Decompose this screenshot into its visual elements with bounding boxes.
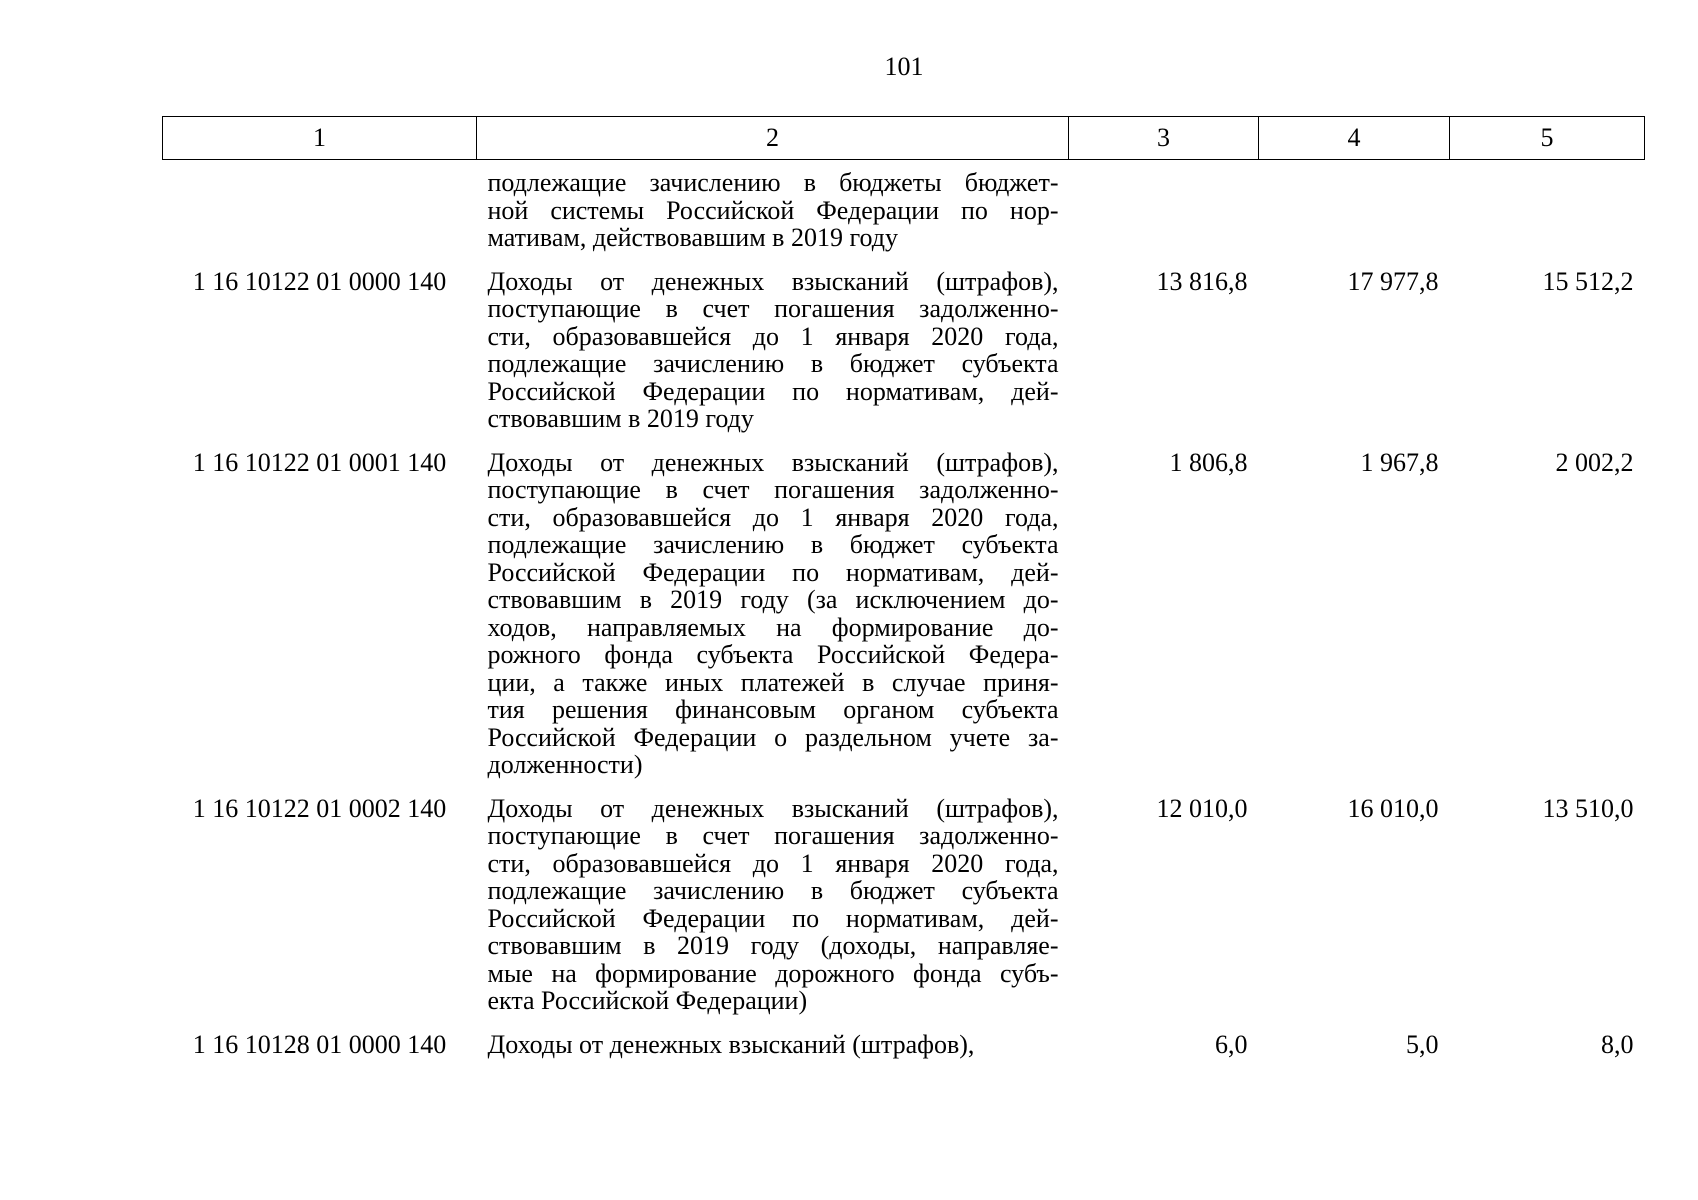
value-col5 (1450, 160, 1645, 268)
value-col3: 13 816,8 (1156, 266, 1248, 296)
description-line: подлежащие зачислению в бюджет субъекта (487, 530, 1059, 559)
description-line: Российской Федерации по нормативам, дей- (487, 376, 1059, 406)
header-row (163, 117, 1645, 160)
table-header (163, 117, 1645, 160)
description-line: Доходы от денежных взысканий (штрафов), (487, 447, 1059, 477)
description-line: ствовавшим в 2019 году (487, 404, 754, 433)
description-line: сти, образовавшейся до 1 января 2020 года, (487, 321, 1059, 351)
revenue-description (477, 449, 1069, 795)
revenue-description (477, 160, 1069, 268)
description-line: Российской Федерации по нормативам, дей- (487, 557, 1059, 587)
description-line: Российской Федерации по нормативам, дей- (487, 903, 1059, 933)
value-col5: 15 512,2 (1542, 266, 1634, 296)
description-line: Доходы от денежных взысканий (штрафов), (487, 266, 1059, 296)
revenue-code (163, 160, 477, 268)
description-line: ствовавшим в 2019 году (доходы, направляе- (487, 931, 1059, 960)
revenue-table (162, 116, 1645, 1074)
value-col4: 1 967,8 (1360, 447, 1439, 477)
revenue-code: 1 16 10122 01 0001 140 (192, 447, 447, 477)
description-line: сти, образовавшейся до 1 января 2020 года, (487, 502, 1059, 532)
value-col4: 16 010,0 (1347, 793, 1439, 823)
description-line: ной системы Российской Федерации по нор- (487, 195, 1059, 225)
description-line: сти, образовавшейся до 1 января 2020 года, (487, 848, 1059, 878)
value-col4: 5,0 (1406, 1029, 1439, 1059)
revenue-description (477, 1031, 1069, 1075)
header-col-1: 1 (163, 117, 477, 160)
description-line: екта Российской Федерации) (487, 986, 808, 1015)
header-col-2: 2 (477, 117, 1069, 160)
description-line: подлежащие зачислению в бюджеты бюджет- (487, 168, 1059, 197)
description-line: ствовавшим в 2019 году (за исключением до- (487, 585, 1059, 614)
table-row (163, 1031, 1645, 1075)
table-body (163, 160, 1645, 1075)
table-row (163, 268, 1645, 449)
description-line: поступающие в счет погашения задолженно- (487, 821, 1059, 850)
description-line: ции, а также иных платежей в случае приня- (487, 667, 1059, 697)
description-line: Доходы от денежных взысканий (штрафов), (487, 1029, 975, 1059)
description-line: мативам, действовавшим в 2019 году (487, 223, 898, 252)
header-col-5: 5 (1450, 117, 1645, 160)
description-line: Российской Федерации о раздельном учете за- (487, 722, 1059, 752)
description-line: мые на формирование дорожного фонда субъ- (487, 958, 1059, 988)
value-col4 (1259, 160, 1450, 268)
table-row (163, 449, 1645, 795)
description-line: долженности) (487, 750, 643, 779)
value-col5: 13 510,0 (1542, 793, 1634, 823)
value-col5: 2 002,2 (1555, 447, 1634, 477)
revenue-description (477, 268, 1069, 449)
table-row (163, 795, 1645, 1031)
revenue-code: 1 16 10122 01 0000 140 (192, 266, 447, 296)
description-line: поступающие в счет погашения задолженно- (487, 475, 1059, 504)
value-col3 (1069, 160, 1259, 268)
revenue-code: 1 16 10122 01 0002 140 (192, 793, 447, 823)
description-line: Доходы от денежных взысканий (штрафов), (487, 793, 1059, 823)
page-number: 101 (884, 52, 924, 81)
description-line: рожного фонда субъекта Российской Федера- (487, 640, 1059, 669)
revenue-code: 1 16 10128 01 0000 140 (192, 1029, 447, 1059)
revenue-description (477, 795, 1069, 1031)
value-col3: 12 010,0 (1156, 793, 1248, 823)
description-line: ходов, направляемых на формирование до- (487, 612, 1059, 642)
header-col-4: 4 (1259, 117, 1450, 160)
value-col3: 6,0 (1215, 1029, 1248, 1059)
description-line: подлежащие зачислению в бюджет субъекта (487, 349, 1059, 378)
description-line: подлежащие зачислению в бюджет субъекта (487, 876, 1059, 905)
description-line: тия решения финансовым органом субъекта (487, 695, 1059, 724)
table-row-continuation (163, 160, 1645, 268)
header-col-3: 3 (1069, 117, 1259, 160)
value-col3: 1 806,8 (1169, 447, 1248, 477)
value-col4: 17 977,8 (1347, 266, 1439, 296)
description-line: поступающие в счет погашения задолженно- (487, 294, 1059, 323)
value-col5: 8,0 (1601, 1029, 1634, 1059)
